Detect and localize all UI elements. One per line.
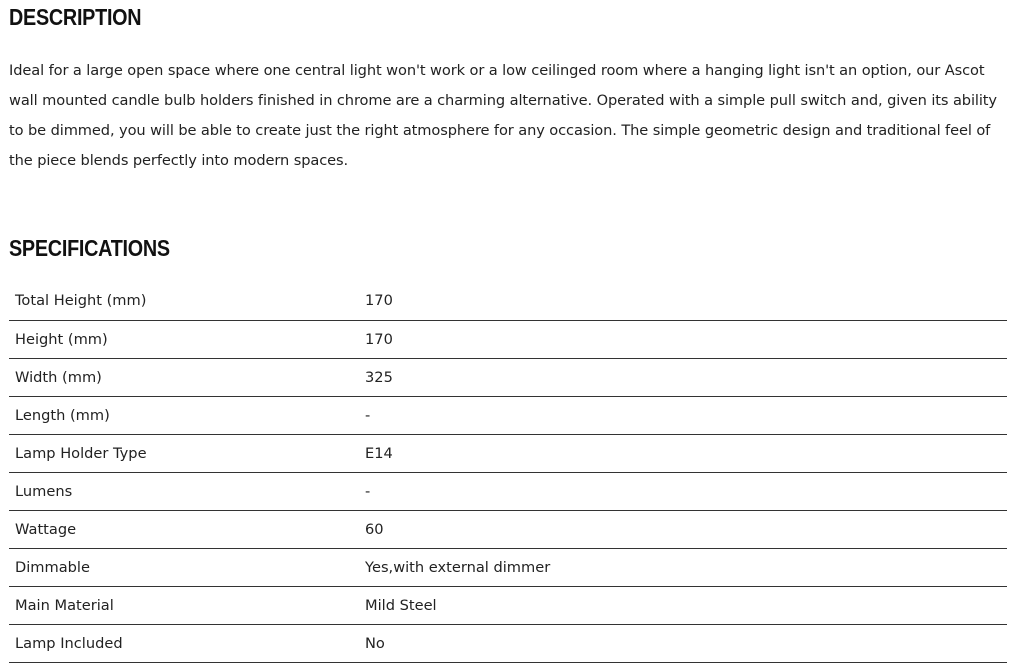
table-row <box>9 320 1007 358</box>
description-text: Ideal for a large open space where one central light won't work or a low ceilinged room where a hanging light isn't an option, our Ascot wall mounted candle bulb holders finished in chrome are a charming alternative. Operated with a simple pull switch and, given its ability to be dimmed, you will be able to create just the right atmosphere for any occasion. The simple geometric design and traditional feel of the piece blends perfectly into modern spaces. <box>9 62 997 169</box>
spec-value: - <box>365 396 1007 434</box>
specifications-heading: SPECIFICATIONS <box>9 235 170 261</box>
spec-value: 325 <box>365 358 1007 396</box>
specifications-table <box>9 282 1007 663</box>
spec-label: Main Material <box>9 586 365 624</box>
spec-value: E14 <box>365 434 1007 472</box>
spec-label: Width (mm) <box>9 358 365 396</box>
spec-value: 170 <box>365 282 1007 320</box>
spec-label: Lamp Holder Type <box>9 434 365 472</box>
spec-value: 170 <box>365 320 1007 358</box>
table-row <box>9 548 1007 586</box>
table-row <box>9 282 1007 320</box>
table-row <box>9 472 1007 510</box>
description-heading: DESCRIPTION <box>9 4 142 30</box>
spec-label: Lamp Included <box>9 624 365 662</box>
spec-value: No <box>365 624 1007 662</box>
table-row <box>9 358 1007 396</box>
spec-label: Total Height (mm) <box>9 282 365 320</box>
spec-value: Mild Steel <box>365 586 1007 624</box>
table-row <box>9 396 1007 434</box>
table-row <box>9 510 1007 548</box>
table-row <box>9 434 1007 472</box>
spec-value: Yes,with external dimmer <box>365 548 1007 586</box>
spec-label: Lumens <box>9 472 365 510</box>
spec-label: Dimmable <box>9 548 365 586</box>
spec-label: Wattage <box>9 510 365 548</box>
table-row <box>9 586 1007 624</box>
spec-label: Length (mm) <box>9 396 365 434</box>
table-row <box>9 624 1007 662</box>
spec-value: 60 <box>365 510 1007 548</box>
spec-value: - <box>365 472 1007 510</box>
spec-label: Height (mm) <box>9 320 365 358</box>
